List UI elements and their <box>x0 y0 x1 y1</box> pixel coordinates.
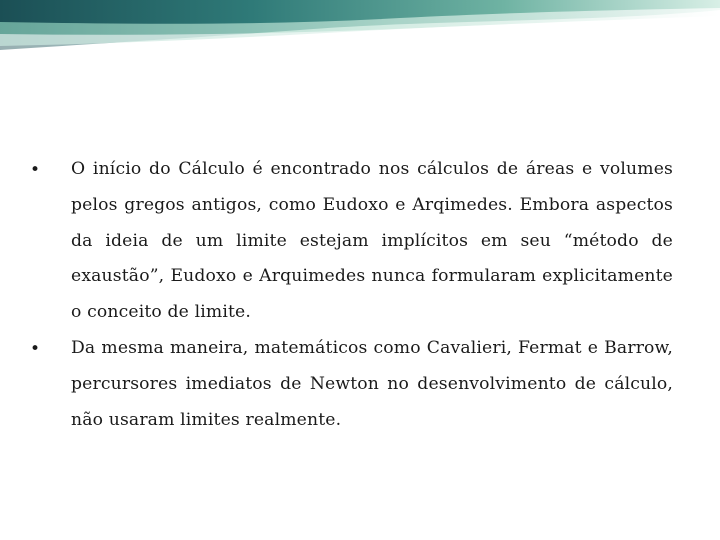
bullet-marker: • <box>30 160 41 180</box>
bullet-item <box>30 331 673 438</box>
bullet-item <box>30 152 673 331</box>
bullet-marker: • <box>30 338 41 359</box>
bullet-text: O início do Cálculo é encontrado nos cálculos de áreas e volumes pelos gregos antigos, como Eudoxo e Arqimedes. Embora aspectos da ideia de um limite estejam implícitos em seu “método de exaustão”, Eudoxo e Arquimedes nunca formularam explicitamente o conceito de limite. <box>71 159 673 323</box>
bullet-list <box>30 152 673 438</box>
header-swoosh-decoration <box>0 0 720 70</box>
bullet-text: Da mesma maneira, matemáticos como Cavalieri, Fermat e Barrow, percursores imediatos de Newton no desenvolvimento de cálculo, não usaram limites realmente. <box>71 337 673 430</box>
